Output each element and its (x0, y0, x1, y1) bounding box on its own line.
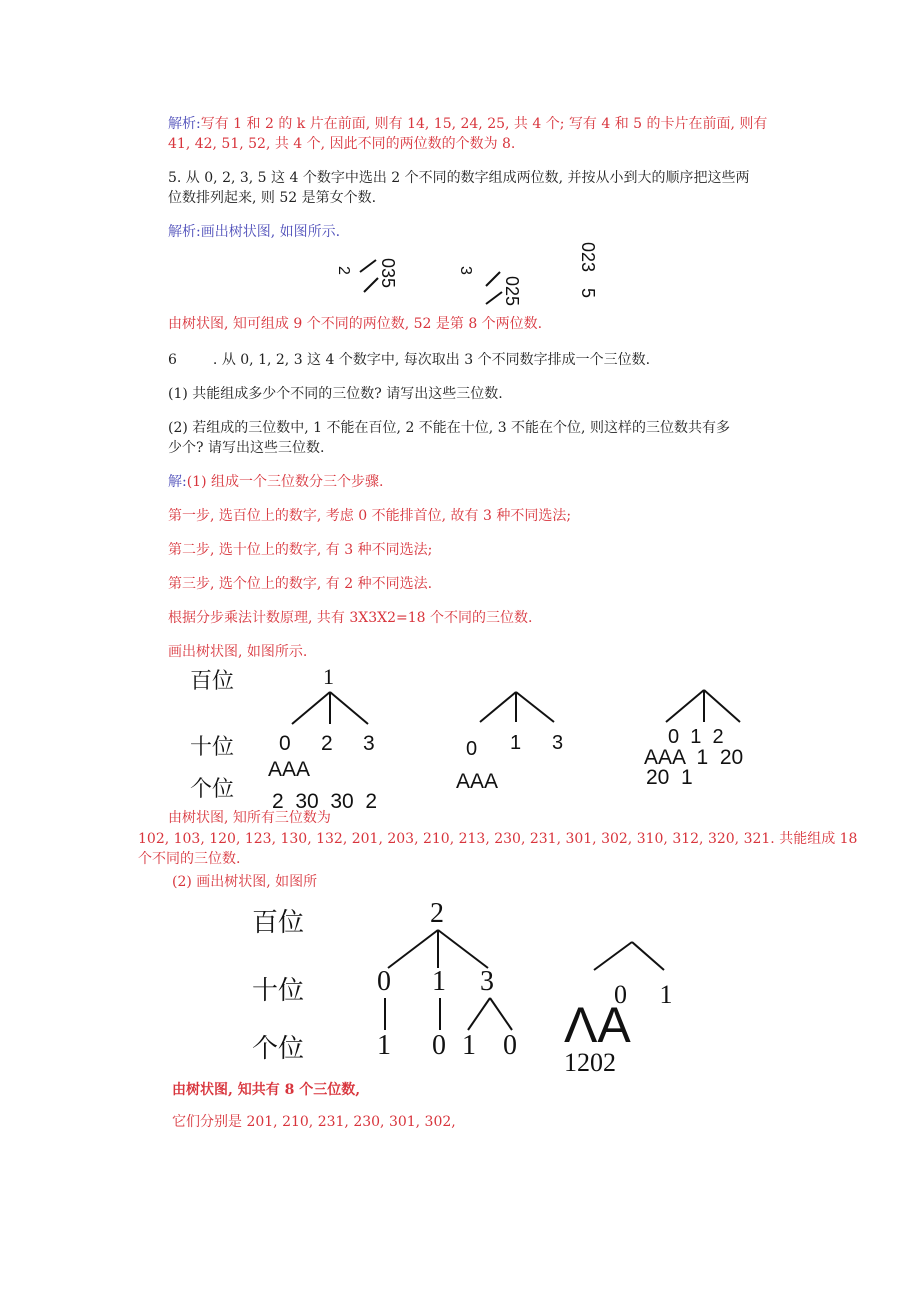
analysis-label: 解析: (168, 224, 201, 240)
problem-stem: . 从 0, 1, 2, 3 这 4 个数字中, 每次取出 3 个不同数字排成一个三位数. (212, 352, 651, 368)
result-1-line2: 102, 103, 120, 123, 130, 132, 201, 203, 210, 213, 230, 231, 301, 302, 310, 312, 320, 321. 共能组成 18 (138, 831, 858, 847)
tree-units-0: 1 (377, 1030, 391, 1061)
analysis-text: 画出树状图, 如图所示. (200, 224, 341, 240)
problem-6-part2-line1: (2) 若组成的三位数中, 1 不能在百位, 2 不能在十位, 3 不能在个位, 则这样的三位数共有多 (168, 420, 730, 436)
tree1-tens-2: 3 (363, 732, 375, 755)
solution-draw-tree: 画出树状图, 如图所示. (168, 644, 308, 660)
problem-6-part1: (1) 共能组成多少个不同的三位数? 请写出这些三位数. (168, 386, 503, 402)
solution-step3: 第三步, 选个位上的数字, 有 2 种不同选法. (168, 576, 433, 592)
tree-right-branches (592, 940, 672, 974)
label-units: 个位 (190, 776, 235, 801)
solution-principle: 根据分步乘法计数原理, 共有 3X3X2=18 个不同的三位数. (168, 610, 533, 626)
tree3-units-row2: 20 1 (646, 766, 693, 789)
label-units: 个位 (252, 1034, 305, 1063)
part-2-draw: (2) 画出树状图, 如图所 (172, 874, 318, 890)
problem-5-line2: 位数排列起来, 则 52 是第女个数. (168, 190, 377, 206)
tree3-units-row1: AAA 1 20 (644, 746, 744, 769)
tree-tens-1: 1 (432, 966, 446, 997)
result-2-line2: 它们分别是 201, 210, 231, 230, 301, 302, (172, 1114, 456, 1130)
tree-q5-group2-root: 3 (457, 266, 474, 275)
tree3-tens: 0 1 2 (668, 726, 724, 748)
tree1-tens-1: 2 (321, 732, 333, 755)
tree2-tens-mid: 1 (510, 732, 522, 754)
label-hundreds: 百位 (190, 668, 235, 693)
tree-tens-2: 3 (480, 966, 494, 997)
problem-6-part2-line2: 少个? 请写出这些三位数. (168, 440, 325, 456)
tree1-units-cut: 2 30 30 2 (272, 790, 378, 813)
tree2-tens-right: 3 (552, 732, 564, 754)
solution-step2: 第二步, 选十位上的数字, 有 3 种不同选法; (168, 542, 433, 558)
label-tens: 十位 (190, 734, 235, 759)
tree-q5-group2-digits: 025 (502, 276, 522, 307)
problem-5-conclusion: 由树状图, 知可组成 9 个不同的两位数, 52 是第 8 个两位数. (168, 316, 543, 332)
tree-root: 2 (430, 898, 444, 929)
tree3-branches (662, 688, 752, 728)
tree-right-children: 0 1 (614, 980, 673, 1009)
tree2-units-row: AAA (456, 770, 499, 793)
tree-units-2: 1 (462, 1030, 476, 1061)
tree-units-3: 0 (503, 1030, 517, 1061)
problem-5-line1: 5. 从 0, 2, 3, 5 这 4 个数字中选出 2 个不同的数字组成两位数, 并按从小到大的顺序把这些两 (168, 170, 750, 186)
tree2-branches (474, 690, 564, 730)
result-2-line1: 由树状图, 知共有 8 个三位数, (172, 1082, 361, 1098)
tree-q5-group3-top: 023 (578, 242, 598, 273)
label-tens: 十位 (252, 976, 305, 1005)
tree2-tens-left: 0 (466, 738, 478, 760)
analysis-4-line2: 41, 42, 51, 52, 共 4 个, 因此不同的两位数的个数为 8. (168, 136, 516, 152)
tree-q5-group1-root: 2 (335, 266, 352, 275)
result-1-line3: 个不同的三位数. (138, 851, 241, 867)
tree-q5-group3-bottom: 5 (578, 288, 598, 299)
tree1-tens-0: 0 (279, 732, 291, 755)
tree-right-units: 1202 (564, 1048, 616, 1077)
tree-tens-0: 0 (377, 966, 391, 997)
problem-number: 6 (168, 352, 177, 368)
tree-right-mark: ΛA (564, 997, 631, 1053)
analysis-label: 解析: (168, 116, 201, 132)
solution-label: 解: (168, 474, 187, 490)
tree1-branches (288, 690, 388, 730)
tree1-root: 1 (323, 664, 334, 689)
solution-intro-text: (1) 组成一个三位数分三个步骤. (186, 474, 384, 490)
tree-q5-group1-digits: 035 (378, 258, 398, 289)
solution-step1: 第一步, 选百位上的数字, 考虑 0 不能排首位, 故有 3 种不同选法; (168, 508, 572, 524)
tree-units-1: 0 (432, 1030, 446, 1061)
label-hundreds: 百位 (252, 908, 305, 937)
tree1-units-row: AAA (268, 758, 311, 781)
analysis-text: 写有 1 和 2 的 k 片在前面, 则有 14, 15, 24, 25, 共 4 个; 写有 4 和 5 的卡片在前面, 则有 (200, 116, 768, 132)
result-1-line1: 由树状图, 知所有三位数为 (168, 810, 331, 826)
